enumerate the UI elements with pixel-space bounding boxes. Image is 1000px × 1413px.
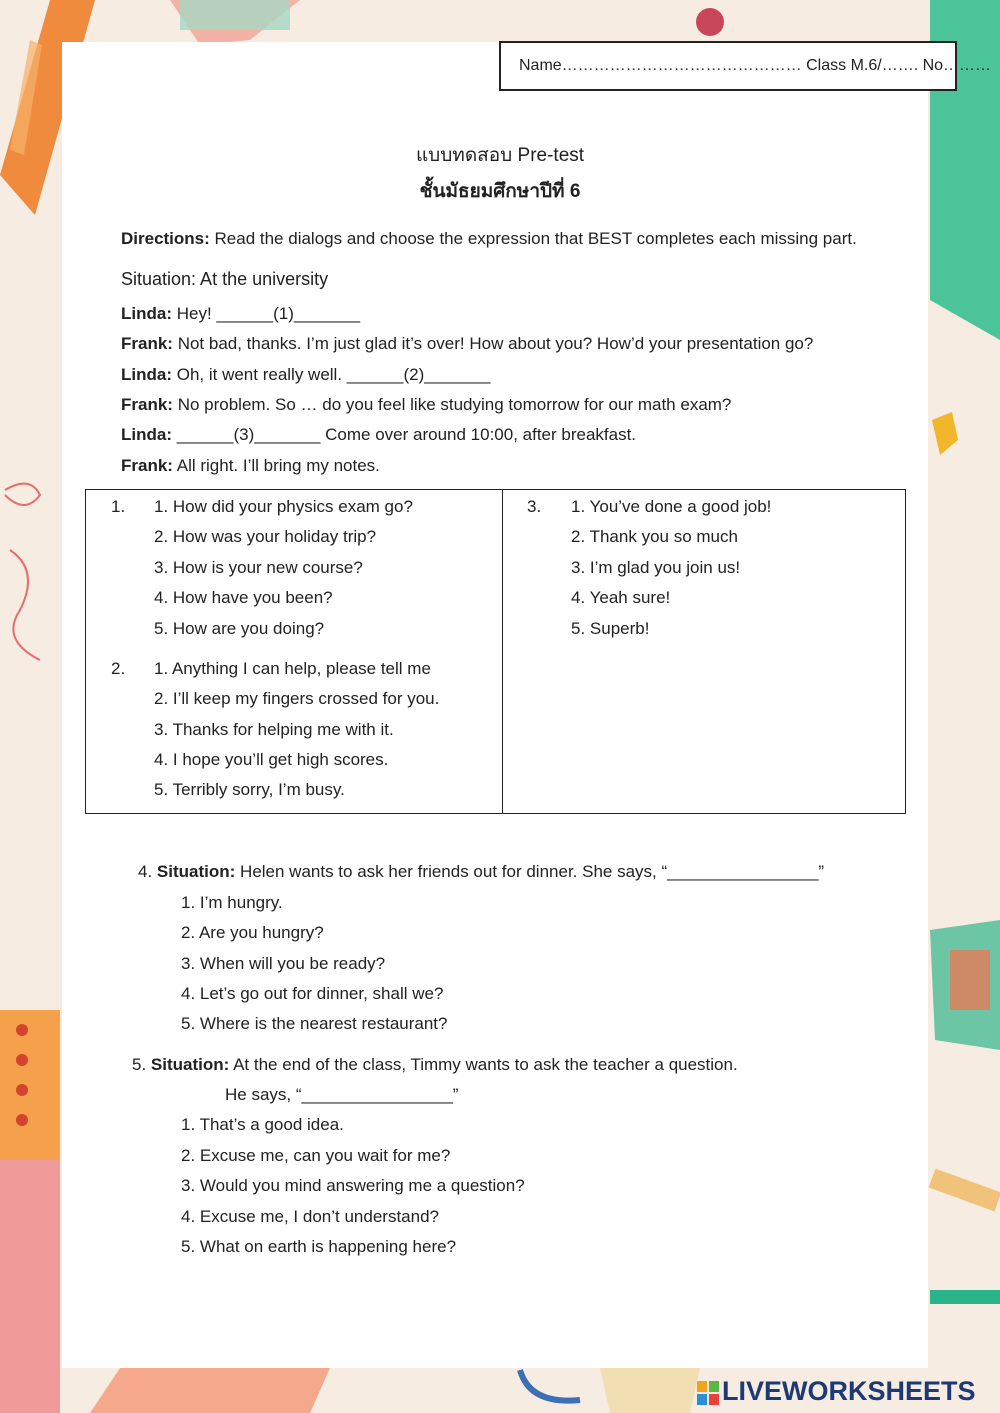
q1-option-5[interactable]: 5. How are you doing?	[154, 619, 325, 638]
q2-option-2[interactable]: 2. I’ll keep my fingers crossed for you.	[154, 689, 440, 708]
q1-option-3[interactable]: 3. How is your new course?	[154, 558, 363, 577]
q5-option-5[interactable]: 5. What on earth is happening here?	[181, 1237, 457, 1256]
q1-option-2[interactable]: 2. How was your holiday trip?	[154, 527, 377, 546]
question-2-number: 2.	[111, 659, 126, 678]
dialog-line: Frank: No problem. So … do you feel like studying tomorrow for our math exam?	[121, 395, 732, 414]
q4-option-4[interactable]: 4. Let’s go out for dinner, shall we?	[181, 984, 444, 1003]
choices-table	[85, 489, 906, 814]
dialog-line: Frank: Not bad, thanks. I’m just glad it’s over! How about you? How’d your presentation go?	[121, 334, 814, 353]
dialog-line: Frank: All right. I’ll bring my notes.	[121, 456, 380, 475]
question-1-number: 1.	[111, 497, 126, 516]
dialog-line: Linda: Oh, it went really well. ______(2)_______	[121, 365, 491, 384]
dialog-line: Linda: Hey! ______(1)_______	[121, 304, 361, 323]
q1-option-1[interactable]: 1. How did your physics exam go?	[154, 497, 413, 516]
q3-option-3[interactable]: 3. I’m glad you join us!	[571, 558, 741, 577]
q5-option-4[interactable]: 4. Excuse me, I don’t understand?	[181, 1207, 439, 1226]
directions	[121, 229, 857, 249]
q2-option-1[interactable]: 1. Anything I can help, please tell me	[154, 659, 431, 678]
q4-option-2[interactable]: 2. Are you hungry?	[181, 923, 324, 942]
q5-option-2[interactable]: 2. Excuse me, can you wait for me?	[181, 1146, 451, 1165]
directions-label: Directions:	[121, 229, 210, 248]
dialog-line: Linda: ______(3)_______ Come over around 10:00, after breakfast.	[121, 425, 637, 444]
notebook-illustration	[0, 1010, 60, 1160]
q1-option-4[interactable]: 4. How have you been?	[154, 588, 333, 607]
name-class-number-box[interactable]: Name……………………………………… Class M.6/……. No………	[499, 41, 957, 91]
question-5-prompt: He says, “________________”	[225, 1085, 459, 1104]
liveworksheets-logo-icon	[697, 1381, 719, 1405]
q4-option-3[interactable]: 3. When will you be ready?	[181, 954, 386, 973]
question-3-number: 3.	[527, 497, 542, 516]
q5-option-3[interactable]: 3. Would you mind answering me a question?	[181, 1176, 525, 1195]
q4-option-5[interactable]: 5. Where is the nearest restaurant?	[181, 1014, 448, 1033]
test-title: แบบทดสอบ Pre-test	[415, 145, 585, 166]
q2-option-4[interactable]: 4. I hope you’ll get high scores.	[154, 750, 389, 769]
liveworksheets-logo[interactable]: LIVEWORKSHEETS	[722, 1376, 976, 1406]
q3-option-5[interactable]: 5. Superb!	[571, 619, 650, 638]
q2-option-5[interactable]: 5. Terribly sorry, I’m busy.	[154, 780, 345, 799]
q5-option-1[interactable]: 1. That’s a good idea.	[181, 1115, 344, 1134]
situation-heading: Situation: At the university	[121, 269, 329, 289]
q3-option-1[interactable]: 1. You’ve done a good job!	[571, 497, 772, 516]
q3-option-2[interactable]: 2. Thank you so much	[571, 527, 738, 546]
q3-option-4[interactable]: 4. Yeah sure!	[571, 588, 671, 607]
directions-text: Read the dialogs and choose the expression that BEST completes each missing part.	[209, 229, 857, 248]
q2-option-3[interactable]: 3. Thanks for helping me with it.	[154, 720, 394, 739]
question-4: 4. Situation: Helen wants to ask her friends out for dinner. She says, “________________”	[138, 862, 825, 881]
q4-option-1[interactable]: 1. I’m hungry.	[181, 893, 283, 912]
grade-level-title: ชั้นมัธยมศึกษาปีที่ 6	[419, 181, 581, 202]
question-5: 5. Situation: At the end of the class, Timmy wants to ask the teacher a question.	[132, 1055, 738, 1074]
table-divider	[502, 490, 503, 813]
